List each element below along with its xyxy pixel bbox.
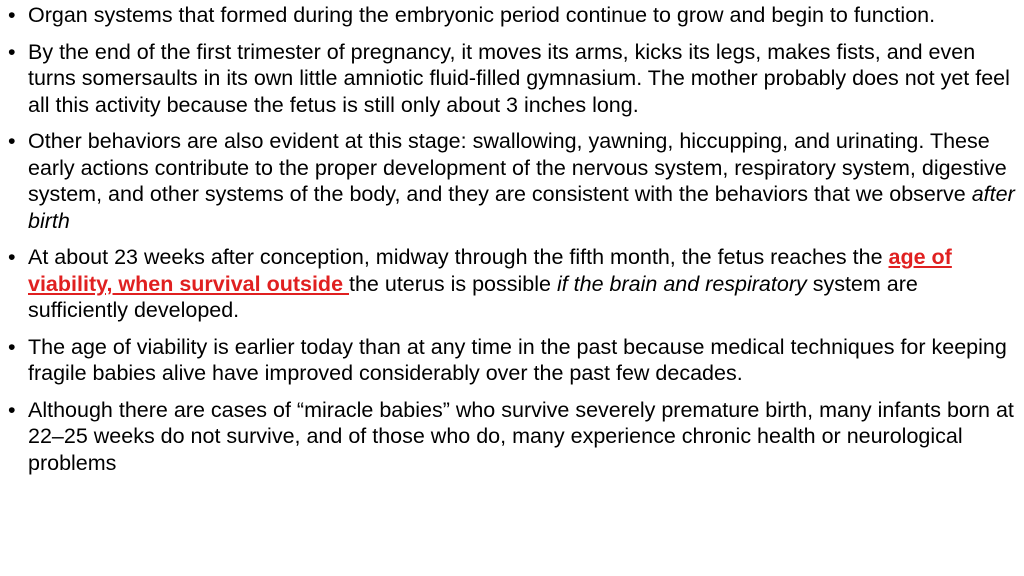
bullet-dot-icon: •: [8, 39, 16, 64]
bullet-dot-icon: •: [8, 3, 16, 27]
bullet-dot-icon: •: [8, 129, 16, 153]
bullet-italic-text: if the brain and respiratory: [556, 271, 807, 296]
bullet-text: Other behaviors are also evident at this stage: swallowing, yawning, hiccupping, and urinating. These early actions contribute to the proper development of the nervous system, respiratory system, digestive system, and other systems of the body, and they are consistent with the behaviors that we observe: [28, 129, 1007, 206]
bullet-item-age-of-viability: [6, 244, 1016, 324]
bullet-text: At about 23 weeks after conception, midway through the fifth month, the fetus reaches the: [28, 245, 889, 269]
bullet-text: Although there are cases of “miracle babies” who survive severely premature birth, many infants born at 22–25 weeks do not survive, and of those who do, many experience chronic health or neurological problems: [28, 397, 1014, 475]
bullet-text: The age of viability is earlier today than at any time in the past because medical techniques for keeping fragile babies alive have improved considerably over the past few decades.: [28, 334, 1007, 385]
highlighted-term: age of viability, when survival outside: [28, 245, 952, 296]
bullet-dot-icon: •: [8, 245, 16, 269]
bullet-text-after: system are sufficiently developed.: [28, 271, 918, 322]
bullet-item-miracle-babies: [6, 397, 1016, 477]
bullet-item-viability-earlier: [6, 334, 1016, 387]
bullet-item-organ-systems: [6, 2, 1016, 29]
bullet-italic-text: after birth: [28, 182, 1015, 233]
bullet-dot-icon: •: [8, 397, 16, 422]
bullet-item-other-behaviors: [6, 128, 1016, 234]
bullet-dot-icon: •: [8, 334, 16, 359]
bullet-text: By the end of the first trimester of pregnancy, it moves its arms, kicks its legs, makes fists, and even turns somersaults in its own little amniotic fluid-filled gymnasium. The mother probably does not yet feel all this activity because the fetus is still only about 3 inches long.: [28, 39, 1010, 117]
bullet-text: Organ systems that formed during the embryonic period continue to grow and begin to function.: [28, 3, 936, 27]
bullet-item-first-trimester: [6, 39, 1016, 119]
bullet-text-middle: the uterus is possible: [349, 271, 557, 296]
bullet-list: [6, 2, 1016, 476]
